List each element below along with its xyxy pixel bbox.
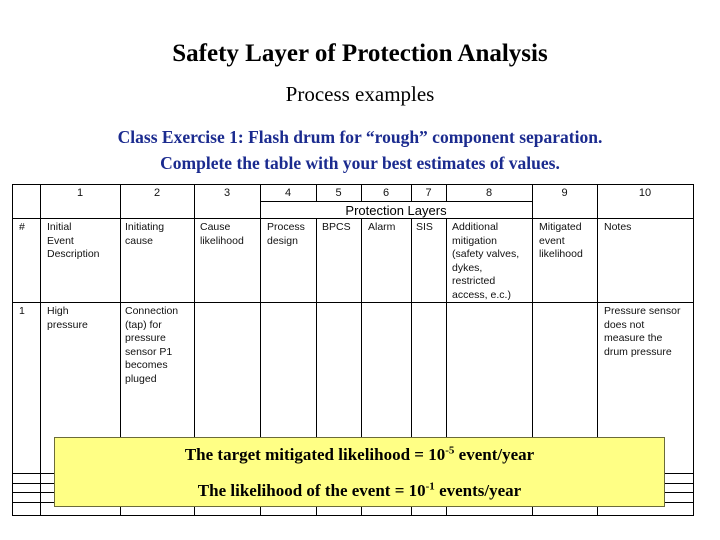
header-sis: SIS — [416, 221, 433, 233]
header-initiating-cause: Initiating cause — [125, 221, 165, 247]
row1-notes: Pressure sensor does not measure the drum pressure — [604, 305, 681, 358]
table-border-right — [693, 184, 694, 516]
col-number-9: 9 — [561, 187, 568, 199]
page-title: Safety Layer of Protection Analysis — [172, 40, 548, 67]
col-number-7: 7 — [425, 187, 432, 199]
note-overlay — [54, 437, 665, 507]
col-divider-1 — [40, 184, 41, 516]
header-cause-likelihood: Cause likelihood — [200, 221, 244, 247]
exercise-line-2: Complete the table with your best estimates of values. — [160, 153, 560, 173]
header-process-design: Process design — [267, 221, 305, 247]
row1-index: 1 — [19, 305, 25, 317]
exercise-line-1: Class Exercise 1: Flash drum for “rough” component separation. — [117, 127, 603, 147]
col-number-2: 2 — [153, 187, 161, 199]
header-initial-event: Initial Event Description — [47, 221, 100, 261]
header-additional-mitigation: Additional mitigation (safety valves, dykes, restricted access, e.c.) — [452, 221, 520, 301]
protection-layers-top-rule — [260, 201, 532, 202]
page-subtitle: Process examples — [285, 82, 435, 106]
target-likelihood-text: The target mitigated likelihood = $10^{-5}$ event/year — [184, 444, 535, 464]
event-likelihood-text: The likelihood of the event = $10^{-1}$ events/year — [197, 480, 522, 500]
row1-initiating-cause: Connection (tap) for pressure sensor P1 becomes pluged — [125, 305, 179, 385]
col-number-10: 10 — [638, 187, 652, 199]
protection-layers-header: Protection Layers — [345, 203, 447, 218]
header-index: # — [19, 221, 25, 233]
col-number-6: 6 — [382, 187, 390, 199]
header-rule — [12, 218, 693, 219]
table-border-left — [12, 184, 13, 516]
col-number-3: 3 — [223, 187, 231, 199]
header-mitigated-likelihood: Mitigated event likelihood — [539, 221, 583, 261]
table-border-bottom — [12, 515, 693, 516]
header-bottom-rule — [12, 302, 693, 303]
col-number-4: 4 — [284, 187, 292, 199]
row1-initial-event: High pressure — [47, 305, 88, 331]
header-bpcs: BPCS — [322, 221, 351, 233]
header-alarm: Alarm — [368, 221, 396, 233]
header-notes: Notes — [604, 221, 632, 233]
col-number-1: 1 — [76, 187, 84, 199]
col-number-5: 5 — [335, 187, 342, 199]
table-border-top — [12, 184, 693, 185]
col-number-8: 8 — [485, 187, 493, 199]
